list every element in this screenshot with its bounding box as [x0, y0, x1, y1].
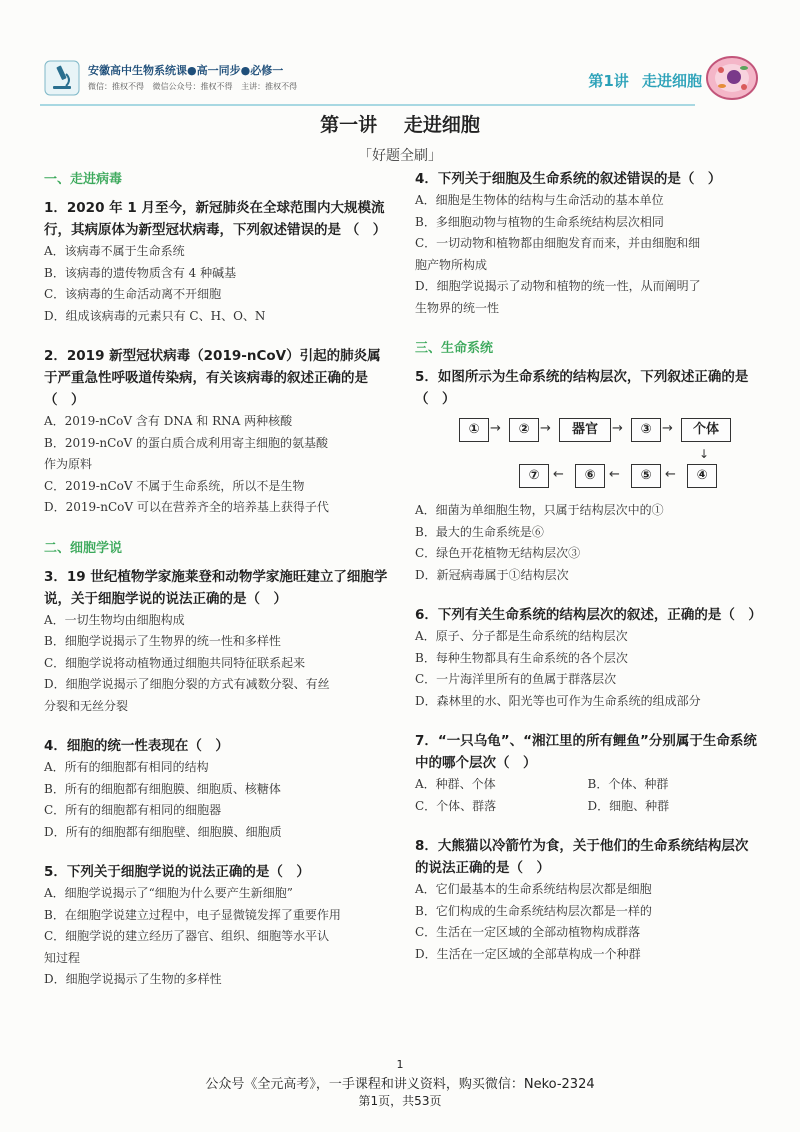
option-d: D．细胞学说揭示了细胞分裂的方式有减数分裂、有丝: [44, 677, 330, 691]
diagram-box-4: ④: [687, 464, 717, 488]
question-2: [44, 345, 394, 519]
page-title: [0, 110, 800, 137]
question-stem: 2．2019 新型冠状病毒（2019-nCoV）引起的肺炎属于严重急性呼吸道传染病，有关该病毒的叙述正确的是（ ）: [44, 348, 381, 408]
option-b: B．2019-nCoV 的蛋白质合成利用寄主细胞的氨基酸: [44, 435, 329, 450]
option-a: A．一切生物均由细胞构成: [44, 612, 185, 627]
option-d-continued: 分裂和无丝分裂: [44, 698, 129, 713]
question-3: [44, 566, 394, 718]
option-b: B．最大的生命系统是⑥: [415, 524, 544, 539]
option-b: B．在细胞学说建立过程中，电子显微镜发挥了重要作用: [44, 907, 341, 922]
question-7: [415, 730, 760, 817]
option-a: A．细胞是生物体的结构与生命活动的基本单位: [415, 193, 664, 207]
option-a: A．2019-nCoV 含有 DNA 和 RNA 两种核酸: [44, 414, 293, 428]
option-c: C．个体、群落: [415, 798, 497, 813]
option-a: A．所有的细胞都有相同的结构: [44, 760, 209, 774]
right-column: [415, 168, 760, 983]
diagram-box-2: ②: [509, 418, 539, 442]
contact-wechat: 微信：推权不得: [88, 82, 144, 91]
option-a: A．种群、个体: [415, 777, 496, 791]
diagram-box-organ: 器官: [559, 418, 611, 442]
option-b: B．个体、种群: [587, 777, 669, 791]
option-c: C．该病毒的生命活动离不开细胞: [44, 287, 222, 301]
question-stem: 4．下列关于细胞及生命系统的叙述错误的是（ ）: [415, 171, 722, 187]
option-c: C．2019-nCoV 不属于生命系统，所以不是生物: [44, 478, 305, 493]
option-c: C．生活在一定区域的全部动植物构成群落: [415, 925, 641, 939]
option-d-continued: 生物界的统一性: [415, 300, 500, 315]
option-c: C．一切动物和植物都由细胞发育而来，并由细胞和细: [415, 236, 701, 250]
lecture-topic: 走进细胞: [403, 114, 480, 136]
option-d: D．2019-nCoV 可以在营养齐全的培养基上获得子代: [44, 500, 329, 514]
question-stem: 8．大熊猫以冷箭竹为食，关于他们的生命系统结构层次的说法正确的是（ ）: [415, 838, 749, 876]
option-b-continued: 作为原料: [44, 457, 93, 471]
lesson-label: [580, 70, 702, 91]
option-b: B．细胞学说揭示了生物界的统一性和多样性: [44, 634, 281, 648]
option-c-continued: 胞产物所构成: [415, 257, 488, 272]
cell-illustration-icon: [704, 52, 760, 102]
option-a: A．细菌为单细胞生物，只属于结构层次中的①: [415, 503, 664, 517]
arrow-left-icon: ←: [553, 467, 564, 482]
option-row: [415, 774, 760, 796]
question-stem: 6．下列有关生命系统的结构层次的叙述，正确的是（ ）: [415, 607, 762, 623]
left-column: [44, 168, 394, 1009]
option-b: B．该病毒的遗传物质含有 4 种碱基: [44, 265, 237, 280]
arrow-right-icon: →: [490, 421, 501, 436]
question-4: [44, 735, 394, 843]
option-d: D．组成该病毒的元素只有 C、H、O、N: [44, 308, 266, 323]
hierarchy-diagram: [459, 414, 759, 494]
diagram-box-6: ⑥: [575, 464, 605, 488]
question-stem: 1．2020 年 1 月至今，新冠肺炎在全球范围内大规模流行，其病原体为新型冠状病毒，下列叙述错误的是 （ ）: [44, 200, 387, 238]
question-stem: 3．19 世纪植物学家施莱登和动物学家施旺建立了细胞学说，关于细胞学说的说法正确的是（ ）: [44, 568, 388, 607]
option-b: B．每种生物都具有生命系统的各个层次: [415, 650, 628, 665]
diagram-box-7: ⑦: [519, 464, 549, 488]
option-a: A．该病毒不属于生命系统: [44, 244, 185, 258]
option-c: C．细胞学说将动植物通过细胞共同特征联系起来: [44, 655, 306, 670]
option-a: A．原子、分子都是生命系统的结构层次: [415, 629, 628, 643]
lesson-name: 走进细胞: [641, 72, 702, 90]
footer-page-info: 第1页，共53页: [358, 1094, 442, 1108]
diagram-box-3: ③: [631, 418, 661, 442]
arrow-left-icon: ←: [665, 467, 676, 482]
option-c: C．细胞学说的建立经历了器官、组织、细胞等水平认: [44, 929, 330, 943]
question-5: [44, 861, 394, 991]
section-heading-cell-theory: 二、细胞学说: [44, 540, 123, 556]
option-d: D．森林里的水、阳光等也可作为生命系统的组成部分: [415, 693, 701, 708]
option-b: B．所有的细胞都有细胞膜、细胞质、核糖体: [44, 781, 281, 796]
option-c: C．一片海洋里所有的鱼属于群落层次: [415, 672, 617, 686]
microscope-logo-icon: [44, 60, 80, 96]
question-5b: [415, 366, 760, 586]
option-d: D．细胞学说揭示了生物的多样性: [44, 972, 222, 986]
arrow-right-icon: →: [540, 421, 551, 436]
option-c: C．所有的细胞都有相同的细胞器: [44, 803, 222, 817]
option-d: D．生活在一定区域的全部草构成一个种群: [415, 946, 641, 961]
question-stem: 7．“一只乌龟”、“湘江里的所有鲤鱼”分别属于生命系统中的哪个层次（ ）: [415, 733, 757, 771]
arrow-right-icon: →: [662, 421, 673, 436]
option-b: B．它们构成的生命系统结构层次都是一样的: [415, 903, 652, 918]
footer-notice: 公众号《全元高考》，一手课程和讲义资料，购买微信：Neko-2324: [205, 1077, 595, 1092]
arrow-left-icon: ←: [609, 467, 620, 482]
section-heading-life-system: 三、生命系统: [415, 341, 494, 356]
diagram-box-1: ①: [459, 418, 489, 442]
lesson-number: 第1讲: [588, 72, 629, 90]
question-6: [415, 604, 760, 712]
lecture-number: 第一讲: [320, 114, 378, 136]
option-d: D．细胞学说揭示了动物和植物的统一性，从而阐明了: [415, 279, 701, 293]
contact-official: 微信公众号：推权不得: [152, 82, 233, 91]
option-d: D．所有的细胞都有细胞壁、细胞膜、细胞质: [44, 824, 282, 839]
arrow-right-icon: →: [612, 421, 623, 436]
contact-line: [88, 81, 303, 92]
header-divider: [40, 104, 695, 106]
option-a: A．细胞学说揭示了“细胞为什么要产生新细胞”: [44, 886, 293, 900]
diagram-box-individual: 个体: [681, 418, 731, 442]
option-row: [415, 796, 760, 818]
page-number: 1: [396, 1058, 404, 1071]
question-stem: 5．下列关于细胞学说的说法正确的是（ ）: [44, 864, 310, 880]
question-1: [44, 197, 394, 327]
section-heading-virus: 一、走进病毒: [44, 172, 123, 187]
page-header: [40, 58, 760, 102]
question-stem: 4．细胞的统一性表现在（ ）: [44, 738, 229, 754]
option-c-continued: 知过程: [44, 950, 81, 965]
diagram-box-5: ⑤: [631, 464, 661, 488]
option-a: A．它们最基本的生命系统结构层次都是细胞: [415, 882, 652, 896]
question-stem: 5．如图所示为生命系统的结构层次，下列叙述正确的是（ ）: [415, 369, 749, 407]
arrow-down-icon: ↓: [699, 447, 710, 461]
option-d: D．细胞、种群: [587, 798, 670, 813]
question-4b: [415, 168, 760, 319]
brand-title: 安徽高中生物系统课●高一同步●必修一: [88, 64, 284, 77]
option-c: C．绿色开花植物无结构层次③: [415, 546, 581, 560]
option-d: D．新冠病毒属于①结构层次: [415, 567, 569, 582]
option-b: B．多细胞动物与植物的生命系统结构层次相同: [415, 214, 664, 229]
page-subtitle: 「好题全刷」: [358, 148, 442, 164]
contact-lecturer: 主讲：推权不得: [241, 82, 298, 91]
question-8: [415, 835, 760, 965]
